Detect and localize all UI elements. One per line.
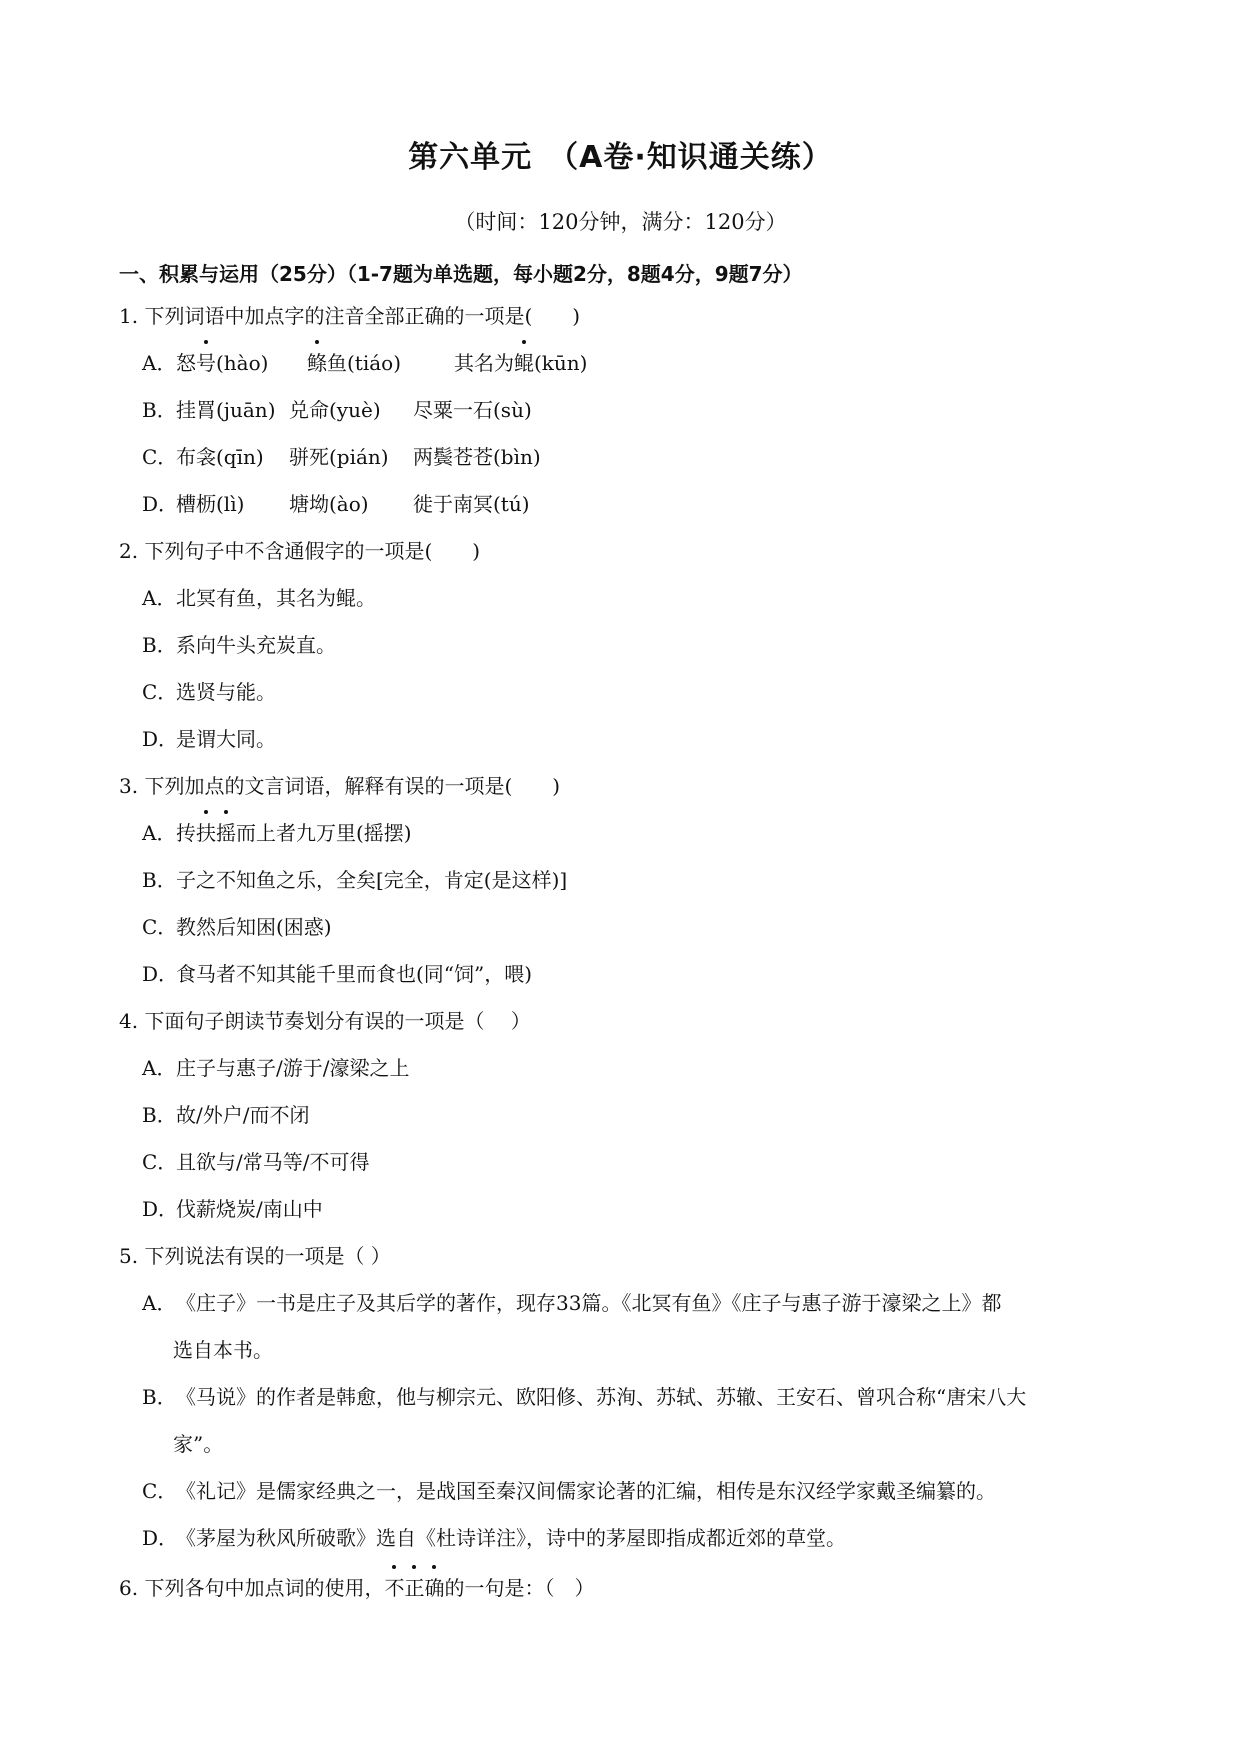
question-4-option-d: D．伐薪烧炭/南山中 — [142, 1193, 323, 1222]
emphasis-dot-char: 号 — [196, 347, 216, 376]
emphasis-dot-char: 鲦 — [307, 347, 327, 376]
question-1-stem: 1. 下列词语中加点字的注音全部正确的一项是( ) — [119, 304, 581, 328]
option-label: B． — [142, 1103, 177, 1127]
option-label: D． — [142, 727, 179, 751]
option-label: A． — [142, 586, 177, 610]
question-4-stem: 4. 下面句子朗读节奏划分有误的一项是（ ） — [119, 1009, 531, 1033]
question-2-option-b: B．系向牛头充炭直。 — [142, 629, 336, 658]
option-label: C． — [142, 680, 178, 704]
emphasis-dot-char: 扶 — [196, 817, 216, 846]
option-label: D． — [142, 1526, 179, 1550]
question-2-option-a: A．北冥有鱼，其名为鲲。 — [142, 582, 376, 611]
question-4-option-b: B．故/外户/而不闭 — [142, 1099, 309, 1128]
question-5-option-a: A．《庄子》一书是庄子及其后学的著作，现存33篇。《北冥有鱼》《庄子与惠子游于濠梁之上》都 — [142, 1287, 1001, 1316]
question-1-option-a: A．怒号(hào) 鲦鱼(tiáo) 其名为鲲(kūn) — [142, 347, 588, 376]
question-3-option-b: B．子之不知鱼之乐，全矣[完全，肯定(是这样)] — [142, 864, 567, 893]
option-label: B． — [142, 633, 177, 657]
question-4-option-c: C．且欲与/常马等/不可得 — [142, 1146, 369, 1175]
question-1-option-d: D．槽枥(lì) 塘坳(ào) 徙于南冥(tú) — [142, 488, 530, 517]
question-5-stem: 5. 下列说法有误的一项是（ ） — [119, 1244, 391, 1268]
question-5-option-c: C．《礼记》是儒家经典之一，是战国至秦汉间儒家论著的汇编，相传是东汉经学家戴圣编纂的。 — [142, 1475, 996, 1504]
emphasis-dot-char: 正 — [404, 1572, 424, 1601]
question-3-option-c: C．教然后知困(困惑) — [142, 911, 332, 940]
option-label: C． — [142, 1150, 178, 1174]
option-label: B． — [142, 868, 177, 892]
question-2-option-c: C．选贤与能。 — [142, 676, 276, 705]
option-label: C． — [142, 1479, 178, 1503]
emphasis-dot-char: 确 — [424, 1572, 444, 1601]
option-label: A． — [142, 351, 177, 375]
question-3-stem: 3. 下列加点的文言词语，解释有误的一项是( ) — [119, 774, 561, 798]
question-6-stem: 6. 下列各句中加点词的使用，不正确的一句是：（ ） — [119, 1572, 594, 1601]
page-title: 第六单元 （A卷·知识通关练） — [408, 140, 833, 175]
option-label: B． — [142, 398, 177, 422]
question-5-option-a-continued: 选自本书。 — [173, 1338, 273, 1362]
emphasis-dot-char: 摇 — [216, 817, 236, 846]
emphasis-dot-char: 不 — [384, 1572, 404, 1601]
question-2-stem: 2. 下列句子中不含通假字的一项是( ) — [119, 539, 481, 563]
option-label: D． — [142, 962, 179, 986]
option-label: B． — [142, 1385, 177, 1409]
question-1-option-b: B．挂罥(juān) 兑命(yuè) 尽粟一石(sù) — [142, 394, 532, 423]
question-5-option-b-continued: 家”。 — [173, 1432, 224, 1456]
question-1-option-c: C．布衾(qīn) 骈死(pián) 两鬓苍苍(bìn) — [142, 441, 541, 470]
option-label: D． — [142, 492, 179, 516]
option-label: D． — [142, 1197, 179, 1221]
question-3-option-a: A．抟扶摇而上者九万里(摇摆) — [142, 817, 412, 846]
option-label: A． — [142, 1291, 177, 1315]
option-label: C． — [142, 915, 178, 939]
option-label: C． — [142, 445, 178, 469]
question-4-option-a: A．庄子与惠子/游于/濠梁之上 — [142, 1052, 409, 1081]
question-5-option-b: B．《马说》的作者是韩愈，他与柳宗元、欧阳修、苏洵、苏轼、苏辙、王安石、曾巩合称“唐宋八大 — [142, 1381, 1026, 1410]
question-2-option-d: D．是谓大同。 — [142, 723, 276, 752]
exam-info: （时间：120分钟，满分：120分） — [454, 210, 787, 234]
section-heading: 一、积累与运用（25分）（1-7题为单选题，每小题2分，8题4分，9题7分） — [119, 262, 803, 286]
question-3-option-d: D．食马者不知其能千里而食也(同“饲”，喂) — [142, 958, 532, 987]
emphasis-dot-char: 鲲 — [514, 347, 534, 376]
option-label: A． — [142, 821, 177, 845]
question-5-option-d: D．《茅屋为秋风所破歌》选自《杜诗详注》，诗中的茅屋即指成都近郊的草堂。 — [142, 1522, 846, 1551]
option-label: A． — [142, 1056, 177, 1080]
